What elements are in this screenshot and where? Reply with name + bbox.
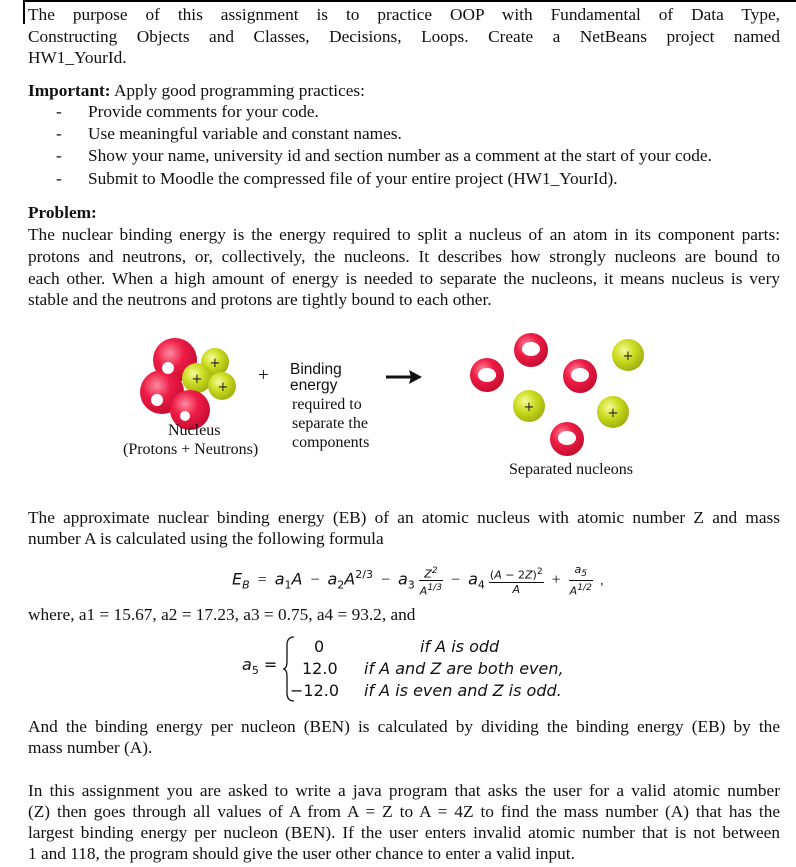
problem-line-3: each other. When a high amount of energy is needed to separate the nucleons, it means nucleus is very xyxy=(28,269,780,288)
binding-label-line-4: separate the xyxy=(292,415,368,432)
page-left-border xyxy=(23,0,25,24)
list-item: - Submit to Moodle the compressed file of your entire project (HW1_YourId). xyxy=(56,168,712,190)
shine-dot xyxy=(558,431,576,445)
a5-value-3: −12.0 xyxy=(290,681,340,700)
task-line-4: 1 and 118, the program should give the user other chance to enter a valid input. xyxy=(28,844,575,863)
important-lead: Apply good programming practices: xyxy=(113,81,365,100)
binding-label-line-2: energy xyxy=(290,377,338,394)
problem-line-2: protons and neutrons, or, collectively, the nucleons. It describes how strongly nucleons are bound to xyxy=(28,247,780,266)
binding-energy-formula: $E_B = a_1A - a_2A^{2/3} - a_3$ $\frac{Z^2}{A^{1/3}}$ − $a_4$ $\frac{(A - 2Z)^2}{A}$ + $\frac{a_5}{A^{1/2}}$ , xyxy=(232,563,604,599)
intro-line-1: The purpose of this assignment is to practice OOP with Fundamental of Data Type, xyxy=(28,5,780,24)
list-item: - Use meaningful variable and constant names. xyxy=(56,123,712,145)
plus-icon: + xyxy=(622,349,634,364)
plus-icon: + xyxy=(217,380,229,395)
a5-condition-3: if A is even and Z is odd. xyxy=(364,681,562,700)
binding-label-line-1: Binding xyxy=(290,361,342,378)
separated-nucleons xyxy=(470,333,644,456)
page-top-border xyxy=(23,0,796,2)
nucleus-label: Nucleus xyxy=(168,422,221,439)
problem-line-4: stable and the neutrons and protons are tightly bound to each other. xyxy=(28,290,492,309)
shine-dot xyxy=(478,368,496,382)
ben-line-1: And the binding energy per nucleon (BEN) is calculated by dividing the binding energy (EB) by the xyxy=(28,717,780,736)
coefficients-line: where, a1 = 15.67, a2 = 17.23, a3 = 0.75, a4 = 93.2, and xyxy=(28,605,416,624)
a5-piecewise xyxy=(242,636,622,702)
intro-line-2: Constructing Objects and Classes, Decisions, Loops. Create a NetBeans project named xyxy=(28,27,780,46)
problem-line-1: The nuclear binding energy is the energy required to split a nucleus of an atom in its component parts: xyxy=(28,225,780,244)
binding-label-line-3: required to xyxy=(292,396,362,413)
separated-nucleons-label: Separated nucleons xyxy=(509,461,633,478)
task-line-3: largest binding energy per nucleon (BEN). If the user enters invalid atomic number that is not between xyxy=(28,823,780,842)
ben-line-2: mass number (A). xyxy=(28,738,153,757)
formula-intro-line-1 xyxy=(28,507,780,529)
plus-sign: + xyxy=(258,365,269,386)
nucleus-cluster xyxy=(140,338,236,430)
shine-dot xyxy=(571,368,589,382)
shine-dot xyxy=(162,362,174,374)
a5-value-2: 12.0 xyxy=(302,659,338,678)
a5-value-1: 0 xyxy=(314,637,325,656)
shine-dot xyxy=(180,411,190,421)
plus-icon: + xyxy=(607,406,619,421)
nucleons-illustration xyxy=(0,330,796,490)
a5-symbol: $a_5$ = xyxy=(242,655,278,678)
problem-heading: Problem: xyxy=(28,203,97,222)
intro-line-3: HW1_YourId. xyxy=(28,48,127,67)
arrow-right-icon xyxy=(386,370,422,384)
important-label: Important: xyxy=(28,81,111,100)
formula-intro-line-2: number A is calculated using the following formula xyxy=(28,529,384,548)
plus-icon: + xyxy=(209,356,221,371)
important-list xyxy=(56,101,712,190)
shine-dot xyxy=(522,342,540,356)
important-heading xyxy=(28,80,365,102)
list-item: - Provide comments for your code. xyxy=(56,101,712,123)
plus-icon: + xyxy=(523,400,535,415)
task-line-1: In this assignment you are asked to write a java program that asks the user for a valid atomic number xyxy=(28,781,780,800)
list-item: - Show your name, university id and section number as a comment at the start of your code. xyxy=(56,145,712,167)
shine-dot xyxy=(151,394,163,406)
plus-icon: + xyxy=(191,372,203,387)
a5-condition-2: if A and Z are both even, xyxy=(364,659,564,678)
nucleus-sublabel: (Protons + Neutrons) xyxy=(123,441,259,458)
binding-energy-figure xyxy=(0,330,796,490)
task-line-2: (Z) then goes through all values of A from A = Z to A = 4Z to find the mass number (A) that has the xyxy=(28,802,780,821)
a5-condition-1: if A is odd xyxy=(420,637,500,656)
formula-intro-text: The approximate nuclear binding energy (EB) of an atomic nucleus with atomic number Z and mass xyxy=(28,508,780,527)
binding-label-line-5: components xyxy=(292,434,370,451)
